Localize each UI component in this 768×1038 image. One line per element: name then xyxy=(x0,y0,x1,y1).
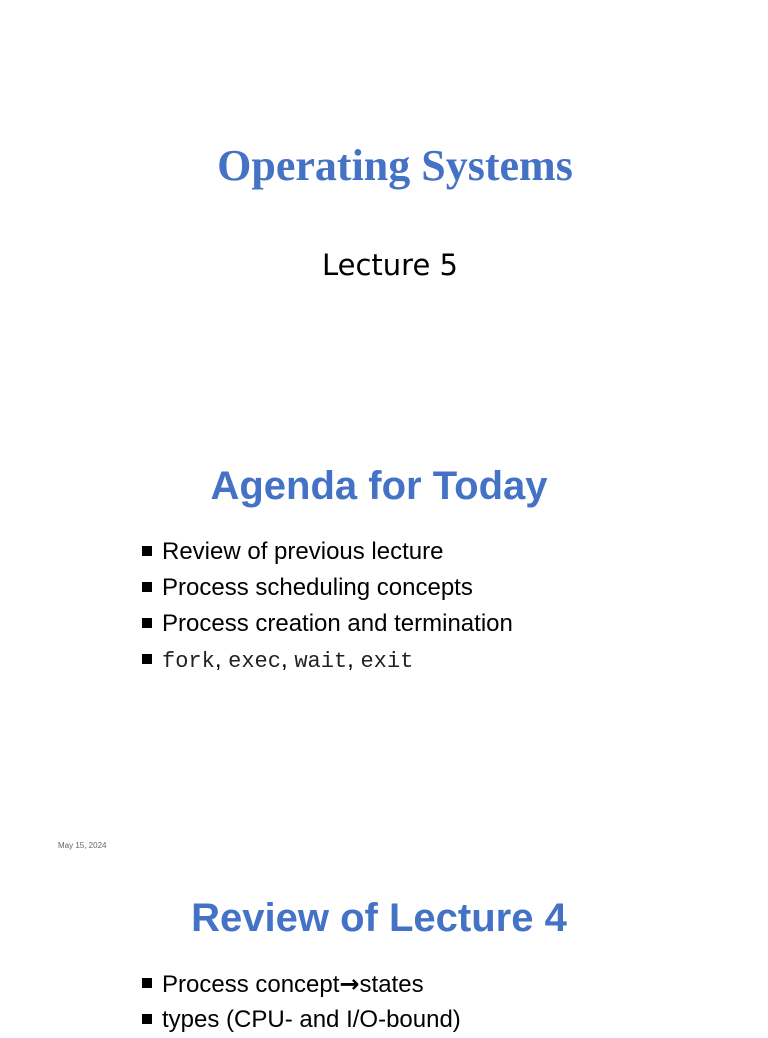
code-exit: exit xyxy=(360,649,414,674)
list-item xyxy=(142,1002,461,1038)
title-slide xyxy=(0,0,768,420)
list-item xyxy=(142,534,513,570)
list-item-code xyxy=(142,642,513,678)
list-item xyxy=(142,966,461,1002)
review-slide xyxy=(0,860,768,1033)
list-item xyxy=(142,570,513,606)
separator: , xyxy=(347,646,361,673)
separator: , xyxy=(214,646,229,673)
list-item-text: Process concept xyxy=(162,971,340,998)
square-bullet-icon xyxy=(142,618,152,628)
footer-date: May 15, 2024 xyxy=(58,841,107,850)
right-arrow-icon: → xyxy=(339,970,360,998)
agenda-heading: Agenda for Today xyxy=(210,464,548,508)
list-item-text: types (CPU- and I/O-bound) xyxy=(162,1006,461,1033)
code-fork: fork xyxy=(162,649,215,674)
square-bullet-icon xyxy=(142,978,152,988)
list-item-text: Review of previous lecture xyxy=(162,538,444,565)
lecture-subtitle: Lecture 5 xyxy=(322,248,458,282)
square-bullet-icon xyxy=(142,546,152,556)
list-item-text: Process scheduling concepts xyxy=(162,574,473,601)
code-exec: exec xyxy=(228,649,281,674)
agenda-list xyxy=(142,534,513,678)
square-bullet-icon xyxy=(142,654,152,664)
list-item-text: Process creation and termination xyxy=(162,610,513,637)
square-bullet-icon xyxy=(142,582,152,592)
slide-title: Operating Systems xyxy=(217,141,573,190)
agenda-slide xyxy=(0,420,768,860)
list-item xyxy=(142,606,513,642)
list-item-text: states xyxy=(359,971,424,998)
square-bullet-icon xyxy=(142,1014,152,1024)
review-list xyxy=(142,966,461,1038)
code-wait: wait xyxy=(294,649,348,674)
review-heading: Review of Lecture 4 xyxy=(191,896,567,940)
separator: , xyxy=(280,646,295,673)
